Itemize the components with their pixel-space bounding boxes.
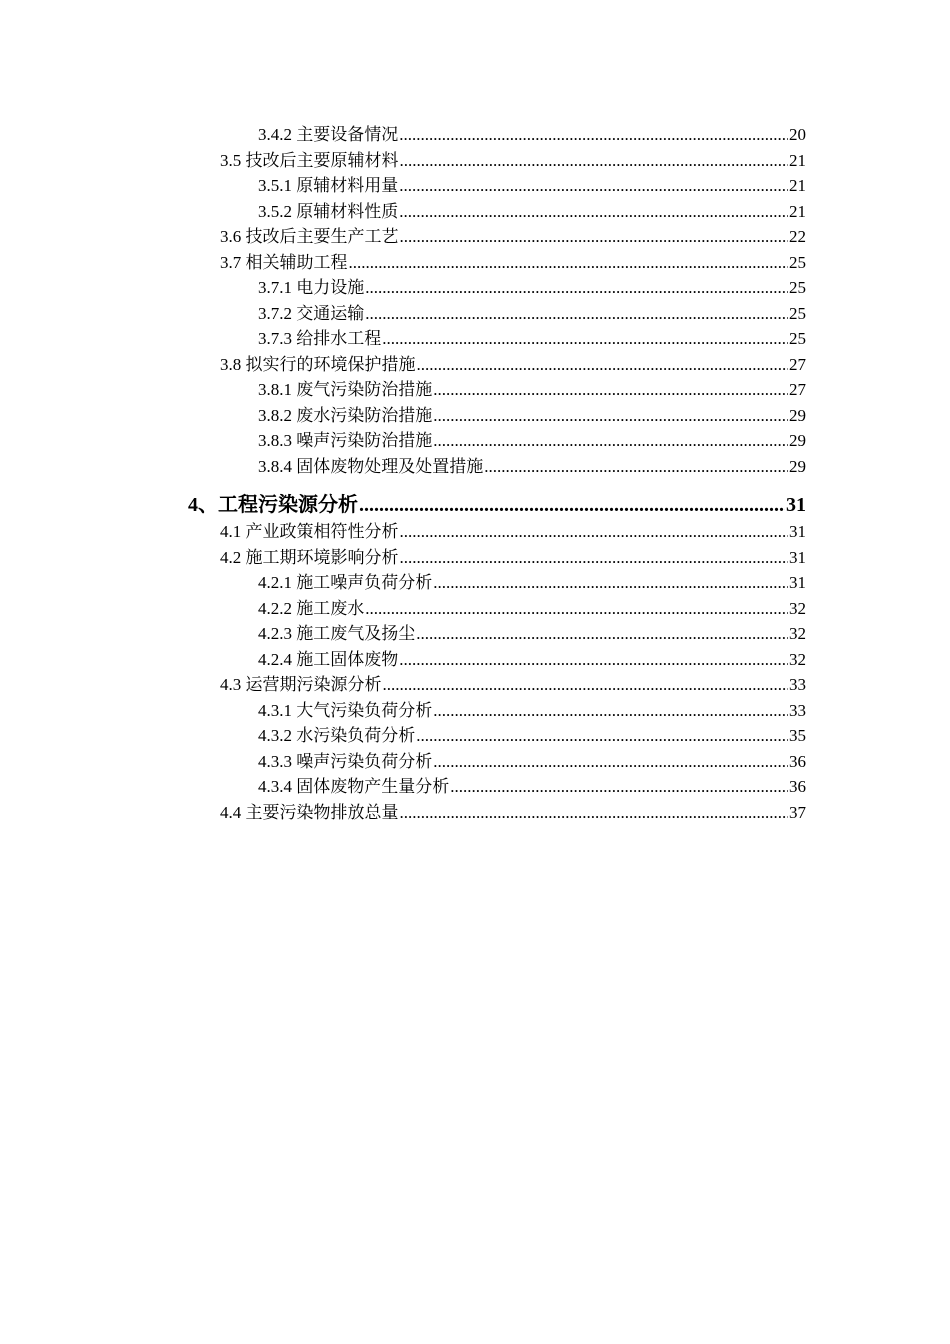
- toc-entry[interactable]: [0, 596, 950, 622]
- toc-entry-title: 4.3.3 噪声污染负荷分析: [258, 751, 433, 771]
- toc-dot-leader: [433, 403, 788, 429]
- toc-dot-leader: [433, 428, 788, 454]
- toc-dot-leader: [383, 672, 789, 698]
- toc-entry-title: 3.4.2 主要设备情况: [258, 125, 399, 144]
- toc-entry-page-number: 25: [789, 252, 806, 272]
- toc-entry[interactable]: [0, 723, 950, 749]
- toc-dot-leader: [400, 224, 789, 250]
- toc-dot-leader: [349, 250, 789, 276]
- toc-entry-page-number: 32: [789, 598, 806, 618]
- toc-entry-title: 3.5.1 原辅材料用量: [258, 176, 399, 195]
- toc-entry-page-number: 32: [789, 649, 806, 669]
- toc-entry[interactable]: [0, 199, 950, 225]
- toc-entry-page-number: 33: [789, 675, 806, 694]
- toc-entry-page-number: 25: [789, 303, 806, 323]
- toc-entry-page-number: 33: [789, 700, 806, 720]
- toc-entry-title: 4.3.2 水污染负荷分析: [258, 726, 416, 745]
- toc-dot-leader: [484, 454, 788, 480]
- toc-entry-title: 3.8 拟实行的环境保护措施: [220, 354, 416, 374]
- toc-entry-title: 4.2.1 施工噪声负荷分析: [258, 573, 433, 592]
- toc-dot-leader: [416, 621, 788, 647]
- toc-entry-title: 3.7 相关辅助工程: [220, 252, 348, 272]
- toc-entry-page-number: 27: [789, 354, 806, 374]
- toc-entry-title: 4.2.4 施工固体废物: [258, 649, 399, 669]
- toc-entry-page-number: 37: [789, 802, 806, 822]
- toc-dot-leader: [400, 148, 789, 174]
- toc-entry-title: 4.1 产业政策相符性分析: [220, 522, 399, 541]
- toc-entry-title: 4.2.2 施工废水: [258, 598, 365, 618]
- toc-entry-page-number: 29: [789, 456, 806, 476]
- toc-entry[interactable]: [0, 301, 950, 327]
- toc-dot-leader: [399, 122, 788, 148]
- toc-dot-leader: [400, 519, 789, 545]
- toc-entry-page-number: 21: [789, 201, 806, 221]
- toc-entry[interactable]: [0, 250, 950, 276]
- toc-entry-title: 4.3.4 固体废物产生量分析: [258, 777, 450, 796]
- toc-entry-page-number: 21: [789, 150, 806, 170]
- toc-entry[interactable]: [0, 377, 950, 403]
- toc-entry[interactable]: [0, 148, 950, 174]
- toc-entry[interactable]: [0, 570, 950, 596]
- toc-entry-page-number: 36: [789, 777, 806, 796]
- toc-entry[interactable]: [0, 519, 950, 545]
- toc-entry-page-number: 35: [789, 726, 806, 745]
- toc-entry[interactable]: [0, 428, 950, 454]
- toc-entry-page-number: 36: [789, 751, 806, 771]
- toc-dot-leader: [399, 647, 788, 673]
- toc-entry-page-number: 20: [789, 125, 806, 144]
- toc-dot-leader: [450, 774, 788, 800]
- toc-dot-leader: [417, 352, 789, 378]
- toc-entry[interactable]: [0, 326, 950, 352]
- toc-entry[interactable]: [0, 173, 950, 199]
- toc-entry[interactable]: [0, 479, 950, 519]
- toc-dot-leader: [433, 377, 788, 403]
- toc-entry-title: 4.2.3 施工废气及扬尘: [258, 624, 416, 643]
- table-of-contents: [0, 122, 950, 825]
- toc-entry[interactable]: [0, 774, 950, 800]
- toc-entry-title: 3.6 技改后主要生产工艺: [220, 227, 399, 246]
- toc-entry-page-number: 21: [789, 176, 806, 195]
- toc-entry-title: 3.5 技改后主要原辅材料: [220, 150, 399, 170]
- toc-entry-title: 3.8.3 噪声污染防治措施: [258, 431, 433, 450]
- toc-entry[interactable]: [0, 545, 950, 571]
- toc-entry[interactable]: [0, 672, 950, 698]
- toc-entry-title: 3.8.4 固体废物处理及处置措施: [258, 456, 484, 476]
- toc-entry-page-number: 31: [789, 547, 806, 567]
- toc-entry-title: 4.3 运营期污染源分析: [220, 675, 382, 694]
- toc-entry[interactable]: [0, 352, 950, 378]
- toc-entry[interactable]: [0, 647, 950, 673]
- toc-entry-page-number: 22: [789, 227, 806, 246]
- toc-entry-page-number: 25: [789, 278, 806, 297]
- toc-dot-leader: [399, 199, 788, 225]
- toc-entry[interactable]: [0, 749, 950, 775]
- toc-entry-title: 3.5.2 原辅材料性质: [258, 201, 399, 221]
- toc-dot-leader: [400, 545, 789, 571]
- toc-entry-page-number: 31: [789, 573, 806, 592]
- toc-entry-title: 3.8.2 废水污染防治措施: [258, 405, 433, 425]
- toc-entry[interactable]: [0, 621, 950, 647]
- toc-entry-title: 4、工程污染源分析: [188, 494, 358, 516]
- toc-dot-leader: [365, 275, 788, 301]
- toc-entry-title: 3.8.1 废气污染防治措施: [258, 380, 433, 399]
- toc-entry[interactable]: [0, 122, 950, 148]
- toc-entry-title: 3.7.1 电力设施: [258, 278, 365, 297]
- toc-entry-page-number: 31: [789, 522, 806, 541]
- toc-dot-leader: [400, 800, 789, 826]
- toc-dot-leader: [433, 698, 788, 724]
- toc-entry[interactable]: [0, 454, 950, 480]
- toc-dot-leader: [365, 301, 788, 327]
- toc-entry-page-number: 25: [789, 329, 806, 348]
- toc-entry-title: 3.7.2 交通运输: [258, 303, 365, 323]
- toc-dot-leader: [382, 326, 788, 352]
- toc-entry[interactable]: [0, 698, 950, 724]
- toc-dot-leader: [433, 749, 788, 775]
- toc-entry-page-number: 29: [789, 405, 806, 425]
- toc-entry-page-number: 32: [789, 624, 806, 643]
- toc-dot-leader: [433, 570, 788, 596]
- toc-entry-title: 4.2 施工期环境影响分析: [220, 547, 399, 567]
- toc-entry-title: 4.4 主要污染物排放总量: [220, 802, 399, 822]
- toc-entry-title: 3.7.3 给排水工程: [258, 329, 382, 348]
- toc-dot-leader: [416, 723, 788, 749]
- toc-entry[interactable]: [0, 800, 950, 826]
- toc-dot-leader: [399, 173, 788, 199]
- toc-entry[interactable]: [0, 275, 950, 301]
- toc-dot-leader: [365, 596, 788, 622]
- toc-entry[interactable]: [0, 224, 950, 250]
- toc-entry-page-number: 31: [786, 494, 806, 516]
- toc-entry-page-number: 27: [789, 380, 806, 399]
- toc-entry-title: 4.3.1 大气污染负荷分析: [258, 700, 433, 720]
- toc-entry[interactable]: [0, 403, 950, 429]
- toc-entry-page-number: 29: [789, 431, 806, 450]
